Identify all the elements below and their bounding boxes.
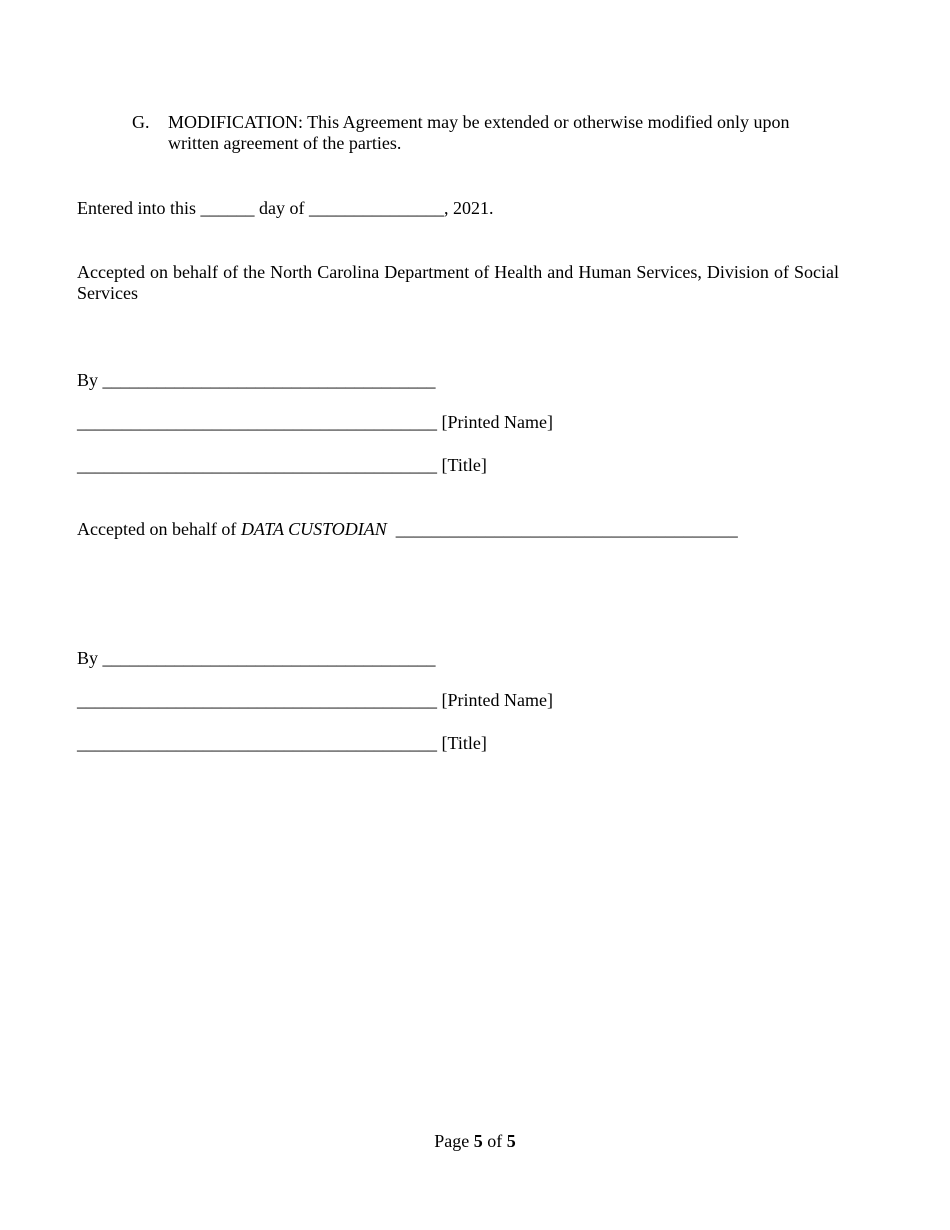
day-blank: ______ <box>200 198 255 218</box>
page-footer <box>0 1131 950 1152</box>
accepted-custodian-prefix: Accepted on behalf of <box>77 519 237 539</box>
data-custodian-label: DATA CUSTODIAN <box>240 519 387 539</box>
signature-2-by-label: By <box>77 648 99 668</box>
signature-2-by-row <box>77 648 436 669</box>
footer-current-page: 5 <box>473 1131 483 1151</box>
entered-into-line <box>77 198 493 219</box>
month-blank: _______________ <box>308 198 444 218</box>
year-text: , 2021. <box>443 198 494 218</box>
accepted-dhhs-paragraph: Accepted on behalf of the North Carolina Department of Health and Human Services, Division of Social Services <box>77 262 839 303</box>
signature-1-name-row <box>77 412 553 433</box>
accepted-custodian-line: ______________________________________ <box>395 519 738 539</box>
signature-1-title-row <box>77 455 487 476</box>
signature-2-title-row <box>77 733 487 754</box>
signature-2-name-row <box>77 690 553 711</box>
signature-1-by-row <box>77 370 436 391</box>
footer-of-word: of <box>487 1131 503 1151</box>
signature-1-title-line: ________________________________________ <box>77 455 437 475</box>
day-of-label: day of <box>258 198 305 218</box>
signature-2-title-label: [Title] <box>441 733 487 753</box>
signature-2-name-line: ________________________________________ <box>77 690 437 710</box>
entered-prefix: Entered into this <box>77 198 196 218</box>
section-g-marker: G. <box>132 112 150 132</box>
signature-2-name-label: [Printed Name] <box>441 690 553 710</box>
accepted-custodian-row <box>77 519 738 540</box>
signature-2-title-line: ________________________________________ <box>77 733 437 753</box>
signature-1-name-label: [Printed Name] <box>441 412 553 432</box>
signature-1-title-label: [Title] <box>441 455 487 475</box>
signature-1-name-line: ________________________________________ <box>77 412 437 432</box>
signature-1-by-line: _____________________________________ <box>102 370 436 390</box>
signature-2-by-line: _____________________________________ <box>102 648 436 668</box>
footer-page-word: Page <box>434 1131 470 1151</box>
section-g-text: MODIFICATION: This Agreement may be extended or otherwise modified only upon written agreement of the parties. <box>168 112 790 153</box>
footer-total-pages: 5 <box>506 1131 516 1151</box>
signature-1-by-label: By <box>77 370 99 390</box>
